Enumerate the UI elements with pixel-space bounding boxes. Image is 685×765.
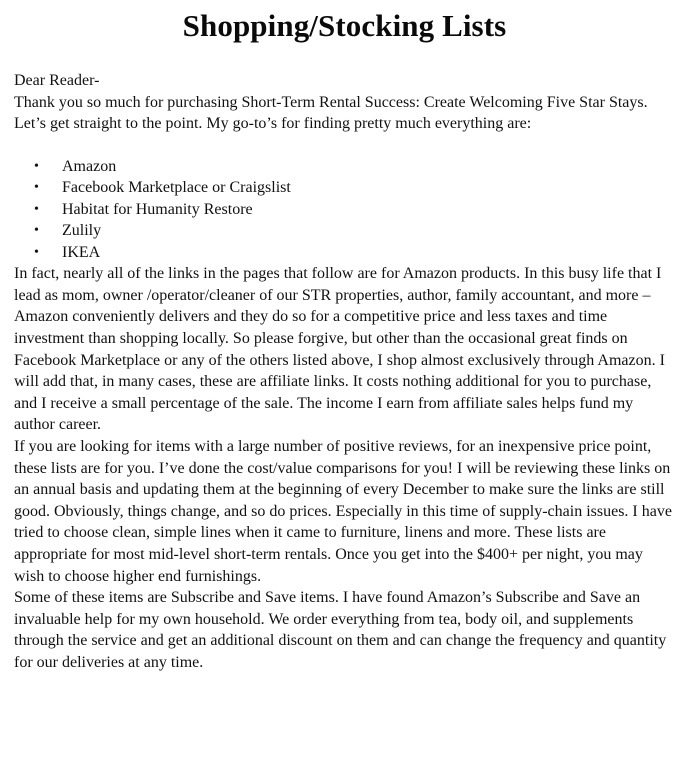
bullet-icon: • [34,244,39,260]
list-item [14,156,675,178]
shop-name: Amazon [62,157,117,175]
intro-paragraph: Thank you so much for purchasing Short-Term Rental Success: Create Welcoming Five Star Stays. Let’s get straight to the point. My go-to’s for finding pretty much everything are: [14,93,648,133]
bullet-icon: • [34,180,39,196]
shop-list [14,156,675,264]
shop-name: Zulily [62,222,102,240]
greeting: Dear Reader- [14,72,100,89]
shop-name: IKEA [62,243,101,261]
shop-name: Facebook Marketplace or Craigslist [62,179,291,197]
list-item [14,220,675,242]
reviews-paragraph: If you are looking for items with a large number of positive reviews, for an inexpensive price point, these lists are for you. I’ve done the cost/value comparisons for you! I will be reviewing these links on an annual basis and updating them at the beginning of every December to make sure the links are still good. Obviously, things change, and so do prices. Especially in this time of supply-chain issues. I have tried to choose clean, simple lines when it came to furniture, linens and more. These lists are appropriate for most mid-level short-term rentals. Once you get into the $400+ per night, you may wish to choose higher end furnishings. [14,437,672,585]
subscribe-paragraph: Some of these items are Subscribe and Save items. I have found Amazon’s Subscribe and Save an invaluable help for my own household. We order everything from tea, body oil, and supplements through the service and get an additional discount on them and can change the frequency and quantity for our deliveries at any time. [14,589,667,671]
bullet-icon: • [34,223,39,239]
bullet-icon: • [34,201,39,217]
list-item [14,242,675,264]
shop-name: Habitat for Humanity Restore [62,200,253,218]
page-title: Shopping/Stocking Lists [182,8,507,43]
list-item [14,177,675,199]
bullet-icon: • [34,158,39,174]
affiliate-links-paragraph: In fact, nearly all of the links in the pages that follow are for Amazon products. In this busy life that I lead as mom, owner /operator/cleaner of our STR properties, author, family accountant, and more – Amazon conveniently delivers and they do so for a competitive price and less taxes and time investment than shopping locally. So please forgive, but other than the occasional great finds on Facebook Marketplace or any of the others listed above, I shop almost exclusively through Amazon. I will add that, in many cases, these are affiliate links. It costs nothing additional for you to purchase, and I receive a small percentage of the sale. The income I earn from affiliate sales helps fund my author career. [14,265,665,434]
list-item [14,199,675,221]
